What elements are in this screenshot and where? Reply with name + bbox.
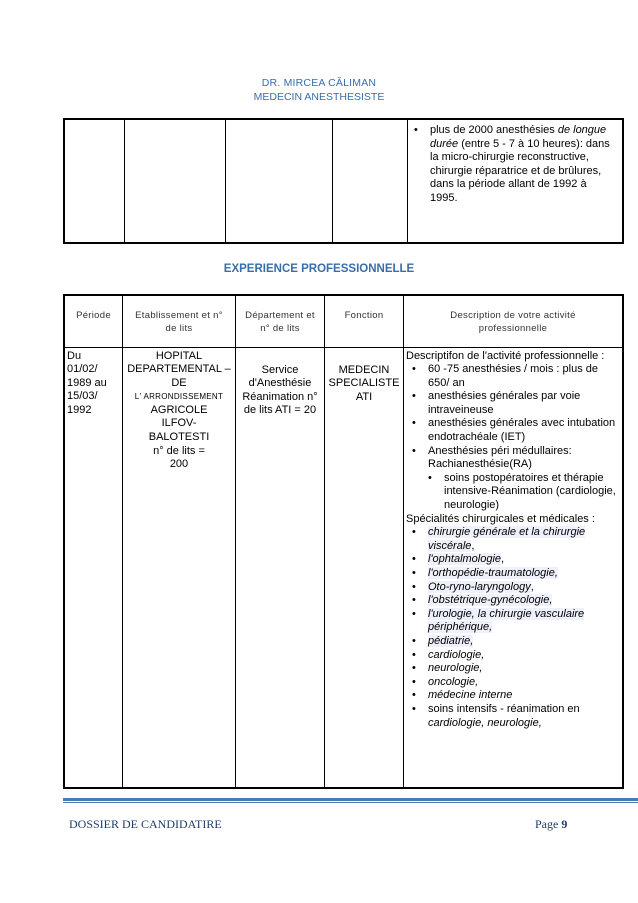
- doctor-title: MEDECIN ANESTHESISTE: [253, 91, 385, 103]
- footer-rule-thin: [63, 802, 638, 803]
- doctor-name: DR. MIRCEA CĂLIMAN: [261, 77, 377, 89]
- list-item: • 60 -75 anesthésies / mois : plus de 650/ an: [406, 363, 618, 390]
- list-item: • anesthésies générales avec intubation endotrachéale (IET): [406, 417, 618, 444]
- footer-title: DOSSIER DE CANDIDATIRE: [69, 817, 222, 831]
- etab-beds: n° de lits = 200: [153, 444, 205, 471]
- list-item: • Anesthésies péri médullaires: Rachianesthésie(RA): [406, 445, 618, 472]
- cell-departement: Service d'Anesthésie Réanimation n° de lits ATI = 20: [236, 347, 325, 788]
- spec-text: cardiologie,: [428, 648, 485, 661]
- cell-etablissement: [123, 347, 236, 788]
- header-departement: Département et n° de lits: [236, 295, 325, 347]
- spec-intro: Spécialités chirurgicales et médicales :: [406, 512, 595, 525]
- header-etablissement: Etablissement et n° de lits: [123, 295, 236, 347]
- spec-bullet-list: [406, 526, 618, 730]
- spec-text: neurologie,: [428, 662, 483, 675]
- list-item: [406, 689, 618, 703]
- header-fonction: Fonction: [325, 295, 404, 347]
- spec-text: l'ophtalmologie: [428, 553, 502, 566]
- header-periode: Période: [64, 295, 123, 347]
- list-item: [406, 567, 618, 581]
- list-item: • anesthésies générales par voie intraveineuse: [406, 390, 618, 417]
- table-row: [64, 347, 623, 788]
- table-header-row: [64, 295, 623, 347]
- periode-text: Du 01/02/ 1989 au 15/03/ 1992: [67, 349, 107, 416]
- list-item: [406, 635, 618, 649]
- top-cell-1: [64, 119, 125, 243]
- spec-suffix: ,: [530, 580, 534, 593]
- spec-text: oncologie,: [428, 675, 479, 688]
- etab-name: HOPITAL DEPARTEMENTAL –DE: [127, 349, 231, 389]
- etab-location: AGRICOLE ILFOV-BALOTESTI: [148, 403, 210, 444]
- spec-italic-text: cardiologie, neurologie,: [428, 716, 542, 729]
- cell-description: [404, 347, 624, 788]
- list-item: [406, 594, 618, 608]
- page-label: Page: [535, 817, 559, 831]
- list-item: [406, 553, 618, 567]
- top-cell-description: [408, 119, 624, 243]
- spec-text: soins intensifs - réanimation en: [428, 702, 580, 715]
- spec-text: Oto-ryno-laryngology: [428, 580, 531, 593]
- spec-suffix: ,: [501, 553, 505, 566]
- list-item: [408, 124, 616, 206]
- top-cell-4: [333, 119, 408, 243]
- page-number: [535, 817, 567, 832]
- top-table: [63, 118, 624, 244]
- list-item: [406, 703, 618, 730]
- cell-periode: [64, 347, 123, 788]
- spec-text: médecine interne: [428, 689, 513, 702]
- header-description: Description de votre activité professionnelle: [404, 295, 624, 347]
- desc-intro: Descriptifon de l'activité professionnelle :: [406, 349, 605, 362]
- etab-arrondissement: L' ARRONDISSEMENT: [134, 392, 224, 402]
- spec-text: chirurgie générale et la chirurgie viscérale: [428, 526, 586, 552]
- list-item: [406, 526, 618, 553]
- spec-text: l'orthopédie-traumatologie,: [428, 567, 558, 579]
- bullet-text-rest: (entre 5 - 7 à 10 heures): dans la micro-chirurgie reconstructive, chirurgie réparatrice et de brûlures, dans la période allant de 1992 à 1995.: [430, 137, 610, 204]
- bullet-text: plus de 2000 anesthésies: [430, 124, 558, 136]
- section-title: EXPERIENCE PROFESSIONNELLE: [223, 263, 415, 275]
- spec-text: l'obstétrique-gynécologie,: [428, 594, 553, 607]
- list-item: [406, 581, 618, 595]
- top-cell-2: [125, 119, 226, 243]
- footer-rule: [63, 798, 638, 801]
- page-header: [0, 76, 638, 104]
- list-item: • soins postopératoires et thérapie intensive-Réanimation (cardiologie, neurologie): [406, 472, 618, 513]
- top-cell-3: [226, 119, 333, 243]
- experience-table: [63, 294, 624, 789]
- spec-text: pédiatrie,: [428, 634, 474, 647]
- desc-sub-bullet-list: [406, 472, 618, 513]
- spec-suffix: ,: [471, 539, 475, 552]
- list-item: [406, 676, 618, 690]
- list-item: [406, 649, 618, 663]
- page-number-value: 9: [561, 817, 568, 831]
- spec-text: l'urologie, la chirurgie vasculaire périphérique,: [428, 607, 585, 634]
- top-bullet-list: [408, 124, 616, 206]
- desc-bullet-list: [406, 363, 618, 472]
- list-item: [406, 608, 618, 635]
- bullet-italic-text: de longue durée: [430, 124, 607, 150]
- cell-fonction: MEDECIN SPECIALISTE ATI: [325, 347, 404, 788]
- list-item: [406, 662, 618, 676]
